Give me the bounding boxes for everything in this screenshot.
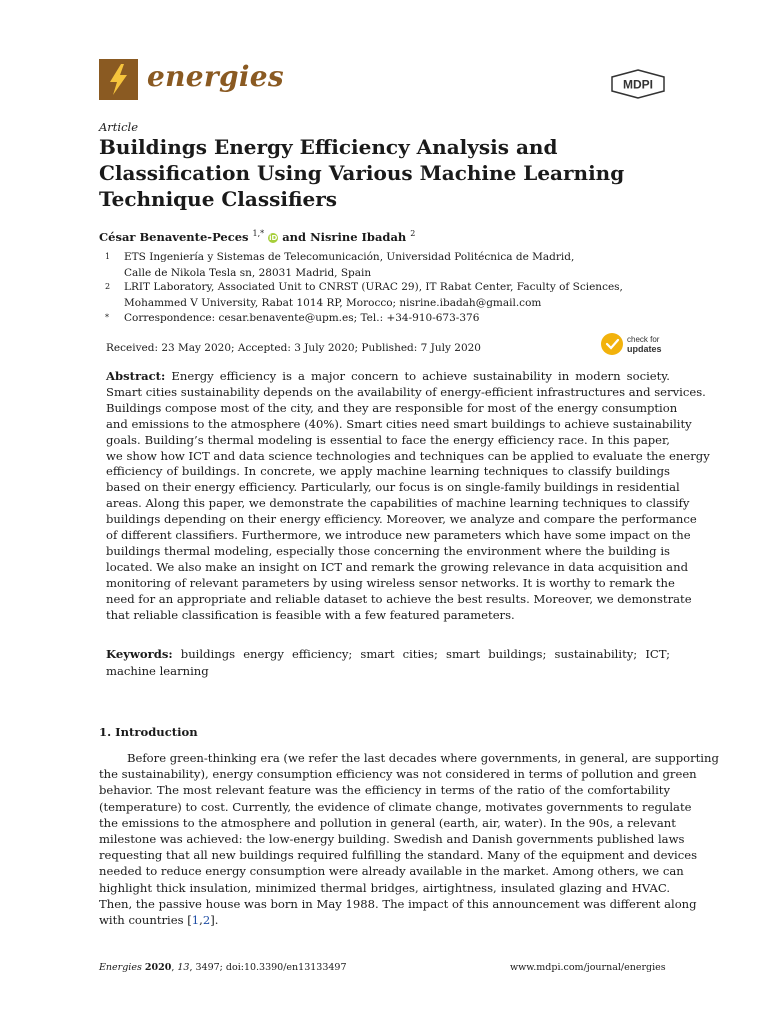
abstract-line: buildings depending on their energy efficiency. Moreover, we analyze and compare the performance [106,512,697,527]
abstract-line: areas. Along this paper, we demonstrate the capabilities of machine learning techniques to classify [106,496,690,511]
check-updates-line2: updates [627,344,662,354]
publication-dates: Received: 23 May 2020; Accepted: 3 July 2020; Published: 7 July 2020 [106,342,481,354]
intro-line: the emissions to the atmosphere and pollution in general (earth, air, water). In the 90s, a relevant [99,815,676,830]
abstract-line: buildings thermal modeling, especially those concerning the environment where the building is [106,543,670,558]
introduction-paragraph [99,750,719,928]
intro-line: Then, the passive house was born in May 1988. The impact of this announcement was different along [99,896,697,911]
abstract-line: based on their energy efficiency. Particularly, our focus is on single-family buildings in residential [106,480,680,495]
intro-line: needed to reduce energy consumption were already available in the market. Among others, we can [99,864,684,879]
abstract-label: Abstract: [106,369,166,383]
check-updates-line1: check for [627,335,660,344]
intro-line: Before green-thinking era (we refer the last decades where governments, in general, are supporting [127,751,719,765]
affiliation-marker: 1 [105,252,111,261]
affiliation-line: LRIT Laboratory, Associated Unit to CNRST (URAC 29), IT Rabat Center, Faculty of Sciences, [124,281,623,293]
affiliation-line: ETS Ingeniería y Sistemas de Telecomunicación, Universidad Politécnica de Madrid, [124,251,575,263]
citation-link[interactable]: 1 [191,913,200,928]
intro-line: behavior. The most relevant feature was the efficiency in terms of the ratio of the comfortability [99,783,670,798]
paper-title [99,134,659,212]
abstract-line: we show how ICT and data science technologies and techniques can be applied to evaluate the energy [106,448,710,463]
abstract-line: Abstract: Energy efficiency is a major concern to achieve sustainability in modern society. [106,369,670,383]
affiliation-marker: 2 [105,282,111,291]
abstract-line: located. We also make an insight on ICT and remark the growing relevance in data acquisition and [106,559,688,574]
intro-line: the sustainability), energy consumption efficiency was not considered in terms of pollution and green [99,767,697,782]
mdpi-logo-text: MDPI [623,77,653,92]
keywords [106,646,670,680]
abstract-line: and emissions to the atmosphere (40%). Smart cities need smart buildings to achieve sustainability [106,416,692,431]
journal-logo-icon [99,59,138,100]
abstract-line: that reliable classification is feasible with a few featured parameters. [106,607,515,622]
intro-line: requesting that all new buildings required fulfilling the standard. Many of the equipment and devices [99,848,698,863]
abstract-line: of different classifiers. Furthermore, we introduce new parameters which have some impact on the [106,528,691,543]
title-line: Technique Classifiers [99,187,338,211]
citation-link[interactable]: 2 [202,913,211,928]
author-name: and Nisrine Ibadah [282,229,407,244]
title-line: Classification Using Various Machine Learning [99,161,625,185]
affiliation-line: Correspondence: cesar.benavente@upm.es; Tel.: +34-910-673-376 [124,312,480,324]
intro-line: (temperature) to cost. Currently, the evidence of climate change, motivates governments to regulate [99,799,692,814]
section-heading: 1. Introduction [99,725,198,739]
orcid-icon[interactable]: iD [269,233,278,242]
abstract-line: Buildings compose most of the city, and they are responsible for most of the energy consumption [106,400,678,415]
intro-line: with countries [1,2]. [99,913,219,928]
author-affiliation-marker: 1,* [252,229,265,238]
check-for-updates-badge[interactable] [600,331,670,357]
affiliation-marker: * [105,313,109,322]
intro-line: milestone was achieved: the low-energy building. Swedish and Danish governments published laws [99,832,685,847]
author-list [99,229,415,244]
affiliation-line: Mohammed V University, Rabat 1014 RP, Morocco; nisrine.ibadah@gmail.com [124,297,542,309]
abstract-line: efficiency of buildings. In concrete, we apply machine learning techniques to classify buildings [106,464,670,479]
abstract-line: need for an appropriate and reliable dataset to achieve the best results. Moreover, we demonstrate [106,591,692,606]
author-affiliation-marker: 2 [410,229,416,238]
citation-footer: Energies 2020, 13, 3497; doi:10.3390/en13133497 [99,962,347,973]
article-type: Article [99,120,139,134]
keywords-line: machine learning [106,664,209,678]
abstract-line: goals. Building’s thermal modeling is essential to face the energy efficiency race. In this paper, [106,432,670,447]
affiliation-line: Calle de Nikola Tesla sn, 28031 Madrid, Spain [124,267,372,279]
abstract-line: Smart cities sustainability depends on the availability of energy-efficient infrastructures and services. [106,384,706,399]
keywords-line: Keywords: buildings energy efficiency; smart cities; smart buildings; sustainability; ICT; [106,647,670,661]
keywords-label: Keywords: [106,647,173,661]
abstract [106,369,710,624]
author-name: César Benavente-Peces [99,229,249,244]
mdpi-logo [610,69,666,99]
intro-line: highlight thick insulation, minimized thermal bridges, airtightness, insulated glazing and HVAC. [99,880,670,895]
journal-name: energies [147,60,284,93]
title-line: Buildings Energy Efficiency Analysis and [99,135,558,159]
abstract-line: monitoring of relevant parameters by using wireless sensor networks. It is worthy to remark the [106,575,675,590]
journal-url[interactable]: www.mdpi.com/journal/energies [510,962,666,973]
